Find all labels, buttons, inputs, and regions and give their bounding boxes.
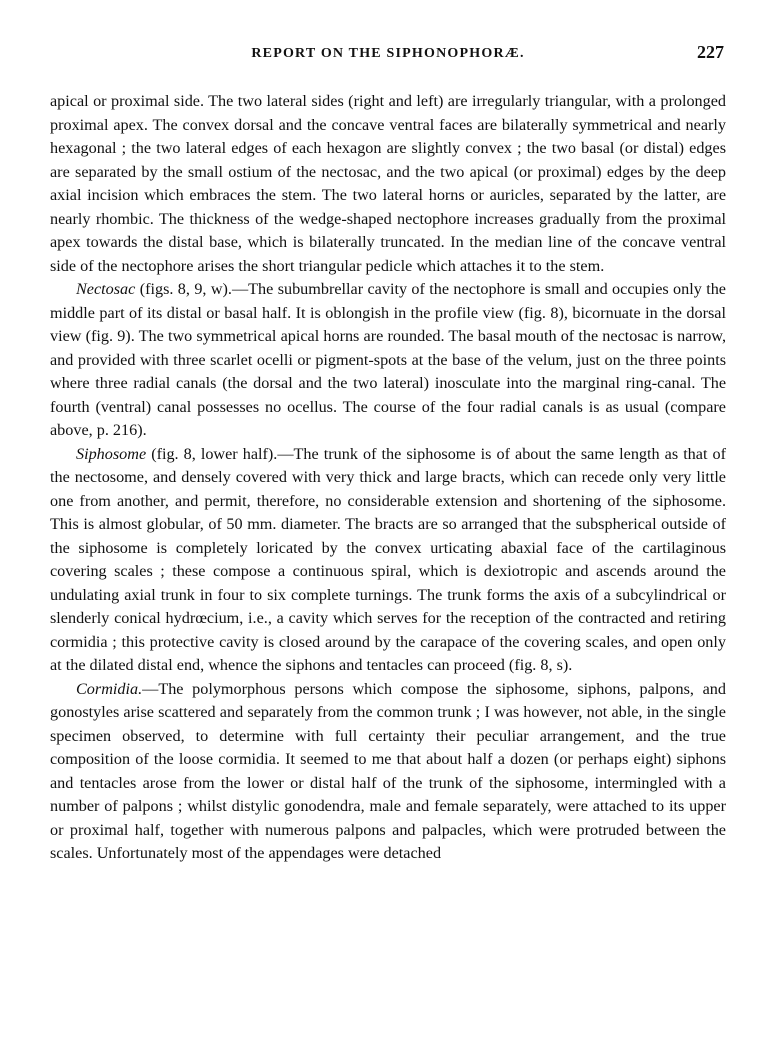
section-lead: Siphosome: [76, 444, 147, 463]
paragraph-text: apical or proximal side. The two lateral sides (right and left) are irregularly triangular, with a prolonged proximal apex. The convex dorsal and the concave ventral faces are bilaterally symmetrical and nearly hexagonal ; the two lateral edges of each hexagon are slightly convex ; the two basal (or distal) edges are separated by the small ostium of the nectosac, and the two apical (or proximal) edges by the deep axial incision which embraces the stem. The two lateral horns or auricles, separated by the latter, are nearly rhombic. The thickness of the wedge-shaped nectophore increases gradually from the proximal apex towards the distal base, which is bilaterally truncated. In the median line of the concave ventral side of the nectophore arises the short triangular pedicle which attaches it to the stem.: [50, 92, 726, 275]
section-lead: Nectosac: [76, 280, 136, 298]
page-header: [50, 40, 726, 70]
paragraph-siphosome: [50, 443, 726, 678]
section-lead-suffix: —: [142, 679, 159, 698]
paragraph-text: The subumbrellar cavity of the nectophore is small and occupies only the middle part of its distal or basal half. It is oblongish in the profile view (fig. 8), bicornuate in the dorsal view (fig. 9). The two symmetrical apical horns are rounded. The basal mouth of the nectosac is narrow, and provided with three scarlet ocelli or pigment-spots at the base of the velum, just on the three points where three radial canals (the dorsal and the two lateral) inosculate into the marginal ring-canal. The fourth (ventral) canal possesses no ocellus. The course of the four radial canals is as usual (compare above, p. 216).: [50, 280, 726, 439]
page-number: 227: [697, 42, 724, 62]
body-text: [50, 90, 726, 866]
paragraph-cormidia: [50, 678, 726, 866]
running-title: REPORT ON THE SIPHONOPHORÆ.: [251, 46, 525, 61]
paragraph-continuation: [50, 90, 726, 278]
paragraph-nectosac: [50, 278, 726, 443]
paragraph-text: The polymorphous persons which compose the siphosome, siphons, palpons, and gonostyles arise scattered and separately from the common trunk ; I was however, not able, in the single specimen observed, to determine with full certainty their peculiar arrangement, and the true composition of the loose cormidia. It seemed to me that about half a dozen (or perhaps eight) siphons and tentacles arose from the lower or distal half of the trunk of the siphosome, intermingled with a number of palpons ; whilst distylic gonodendra, male and female separately, were attached to its upper or proximal half, together with numerous palpons and palpacles, which were protruded between the scales. Unfortunately most of the appendages were detached: [50, 679, 726, 862]
section-lead-suffix: (fig. 8, lower half).—: [146, 444, 294, 463]
paragraph-text: The trunk of the siphosome is of about the same length as that of the nectosome, and densely covered with very thick and large bracts, which can recede only very little one from another, and permit, therefore, no considerable extension and shortening of the siphosome. This is almost globular, of 50 mm. diameter. The bracts are so arranged that the subspherical outside of the siphosome is completely loricated by the convex urticating abaxial face of the cartilaginous covering scales ; these compose a continuous spiral, which is dexiotropic and ascends around the undulating axial trunk in four to six complete turnings. The trunk forms the axis of a subcylindrical or slenderly conical hydrœcium, i.e., a cavity which serves for the reception of the contracted and retiring cormidia ; this protective cavity is closed around by the carapace of the covering scales, and open only at the dilated distal end, whence the siphons and tentacles can proceed (fig. 8, s).: [50, 444, 726, 674]
section-lead-suffix: (figs. 8, 9, w).—: [135, 280, 249, 298]
page: [50, 40, 726, 866]
section-lead: Cormidia.: [76, 679, 143, 698]
